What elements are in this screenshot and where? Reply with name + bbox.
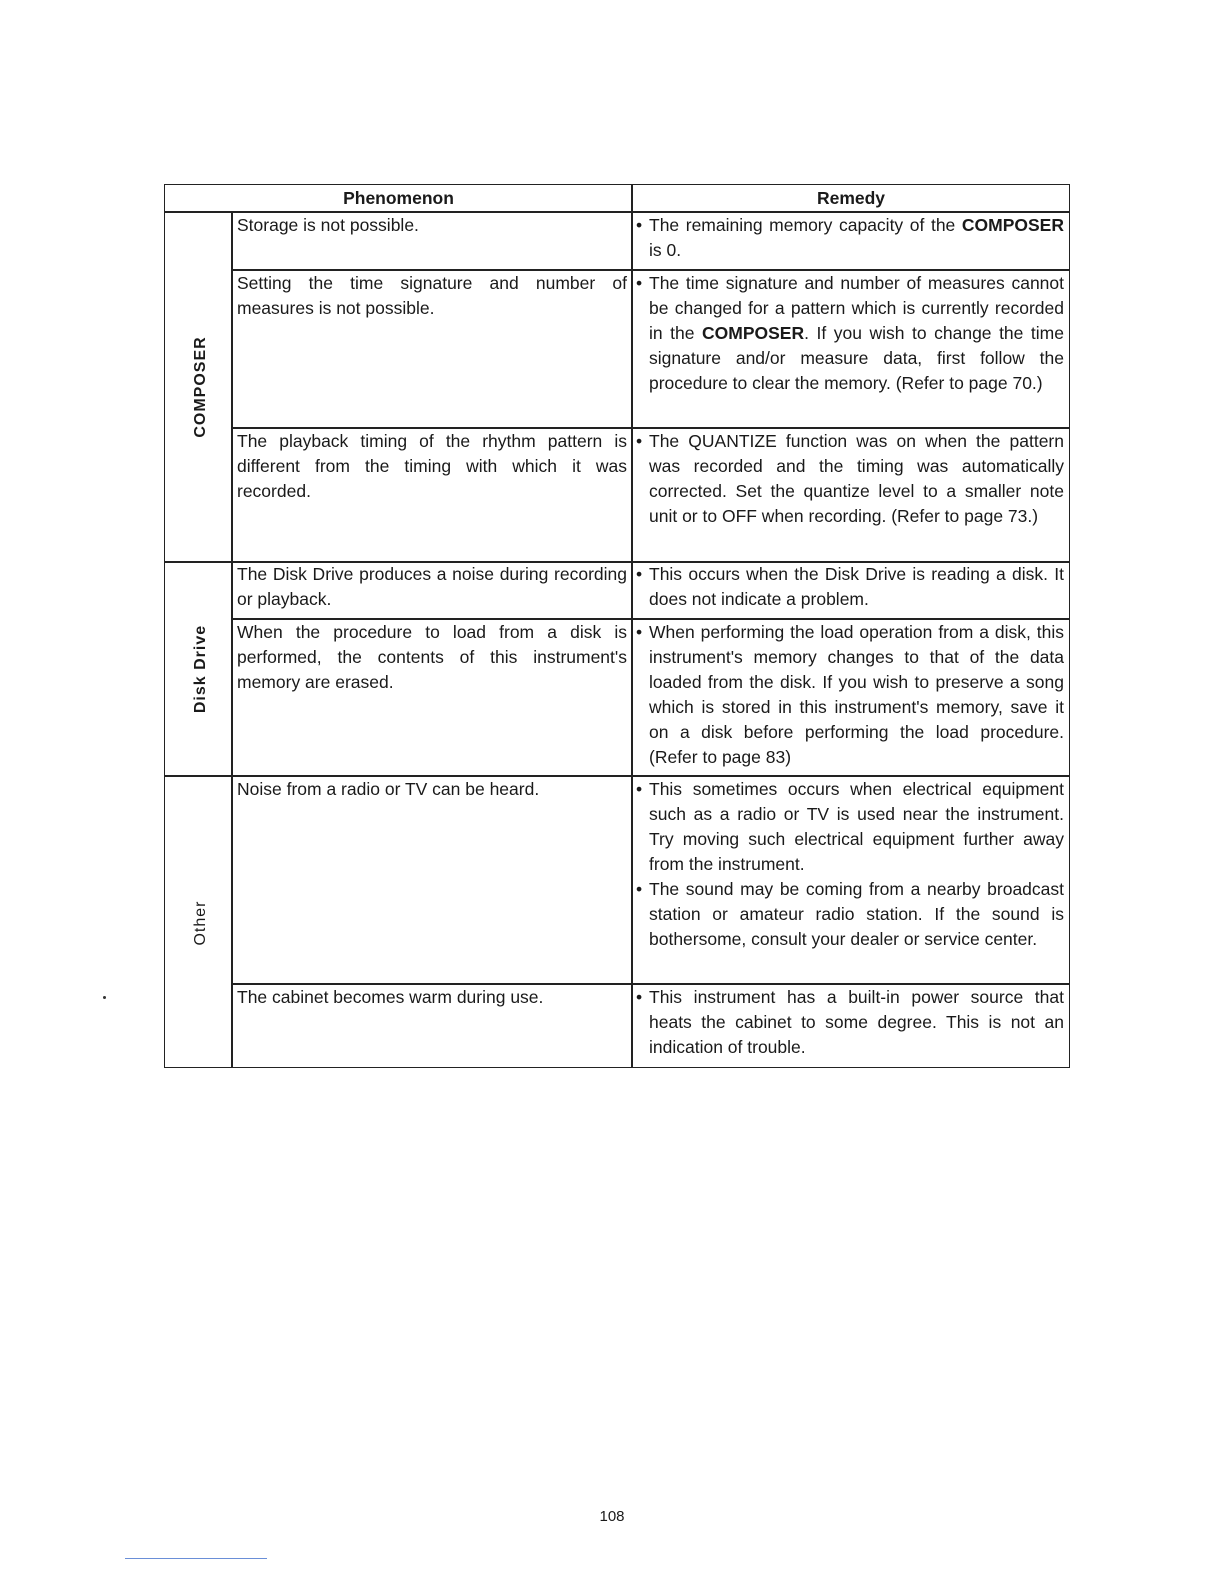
phenomenon-cell: Noise from a radio or TV can be heard. <box>237 779 540 799</box>
remedy-item <box>636 271 1064 396</box>
remedy-emphasis: COMPOSER <box>702 323 805 343</box>
remedy-item: • The QUANTIZE function was on when the pattern was recorded and the timing was automatically corrected. Set the quantize level to a smaller note unit or to OFF when recording. (Refer to page 73.) <box>636 429 1064 529</box>
header-phenomenon: Phenomenon <box>343 188 454 208</box>
footer-rule <box>125 1558 267 1559</box>
remedy-item: • When performing the load operation from a disk, this instrument's memory changes to that of the data loaded from the disk. If you wish to preserve a song which is stored in this instrument's memory, save it on a disk before performing the load procedure. (Refer to page 83) <box>636 620 1064 770</box>
remedy-text: The remaining memory capacity of the <box>649 215 962 235</box>
remedy-cell <box>636 777 1064 952</box>
remedy-cell <box>636 620 1064 770</box>
category-composer-label: COMPOSER <box>192 336 209 438</box>
remedy-item: • The sound may be coming from a nearby broadcast station or amateur radio station. If the sound is bothersome, consult your dealer or service center. <box>636 877 1064 952</box>
phenomenon-cell: Setting the time signature and number of measures is not possible. <box>237 273 627 318</box>
remedy-item: • This occurs when the Disk Drive is reading a disk. It does not indicate a problem. <box>636 562 1064 612</box>
remedy-text: is 0. <box>649 240 682 260</box>
remedy-item <box>636 213 1064 263</box>
remedy-cell <box>636 429 1064 529</box>
phenomenon-cell: The cabinet becomes warm during use. <box>237 987 544 1007</box>
divider-columns <box>631 184 633 1068</box>
remedy-emphasis: COMPOSER <box>961 215 1064 235</box>
remedy-cell <box>636 985 1064 1060</box>
category-disk-drive <box>186 563 216 775</box>
remedy-item: • This sometimes occurs when electrical equipment such as a radio or TV is used near the instrument. Try moving such electrical equipment further away from the instrument. <box>636 777 1064 877</box>
phenomenon-cell: The playback timing of the rhythm pattern is different from the timing with which it was recorded. <box>237 431 627 501</box>
page-number: 108 <box>599 1508 625 1525</box>
phenomenon-cell: Storage is not possible. <box>237 215 419 235</box>
stray-mark <box>103 996 106 999</box>
category-other-label: Other <box>192 899 209 946</box>
phenomenon-cell: When the procedure to load from a disk is performed, the contents of this instrument's memory are erased. <box>237 622 627 692</box>
remedy-item: • This instrument has a built-in power source that heats the cabinet to some degree. This is not an indication of trouble. <box>636 985 1064 1060</box>
remedy-cell <box>636 213 1064 263</box>
category-other <box>186 777 216 1068</box>
remedy-text: The time signature and number of measures cannot be changed for a pattern which is currently recorded in the <box>649 273 1064 343</box>
remedy-text: . If you wish to change the time signature and/or measure data, first follow the procedure to clear the memory. (Refer to page 70.) <box>649 323 1064 393</box>
category-disk-drive-label: Disk Drive <box>192 624 209 714</box>
phenomenon-cell: The Disk Drive produces a noise during recording or playback. <box>237 564 627 609</box>
divider-category <box>231 212 233 1068</box>
remedy-cell <box>636 271 1064 396</box>
remedy-cell <box>636 562 1064 612</box>
category-composer <box>186 213 216 561</box>
header-remedy: Remedy <box>816 188 886 208</box>
